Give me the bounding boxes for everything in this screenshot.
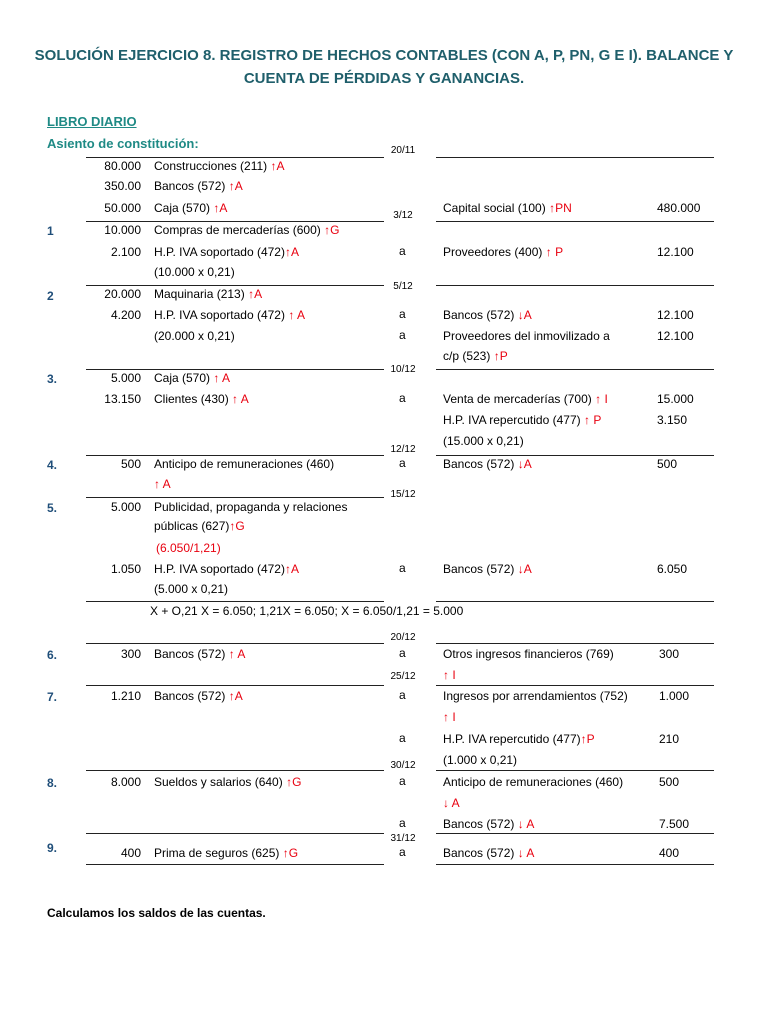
account-type: A (234, 179, 243, 193)
entry-number: 1 (47, 224, 54, 238)
date-label: 30/12 (390, 760, 416, 771)
page-title-line2: CUENTA DE PÉRDIDAS Y GANANCIAS. (243, 70, 525, 87)
arrow-up-icon: ↑ (213, 371, 220, 385)
account-type: A (276, 159, 285, 173)
entry-number: 8. (47, 776, 58, 790)
account-type: G (292, 775, 302, 789)
account-type: G (288, 846, 299, 860)
account-type: I (604, 392, 608, 406)
credit-amount: 12.100 (657, 308, 694, 322)
account-name: Maquinaria (213) (154, 287, 245, 301)
account-type: A (254, 287, 263, 301)
account-type: I (452, 668, 456, 682)
date-label: 20/11 (390, 145, 416, 156)
libro-diario-heading: LIBRO DIARIO (47, 114, 137, 129)
account-name: Anticipo de remuneraciones (460) (443, 775, 624, 789)
account-type: A (451, 796, 460, 810)
account-name: Bancos (572) (443, 308, 515, 322)
account-type: A (526, 846, 535, 860)
calculation-note: (20.000 x 0,21) (154, 329, 235, 343)
date-label: 20/12 (390, 632, 416, 643)
arrow-down-icon: ↓ (517, 562, 524, 576)
account-type: A (290, 245, 299, 259)
a-connector: a (399, 688, 406, 702)
account-name: Publicidad, propaganda y relaciones (154, 500, 348, 514)
account-type: P (499, 349, 508, 363)
credit-amount: 210 (659, 732, 680, 746)
account-name: Venta de mercaderías (700) (443, 392, 592, 406)
divider-left (86, 833, 384, 834)
account-name: Bancos (572) (154, 179, 226, 193)
divider-right (436, 157, 714, 158)
credit-amount: 1.000 (659, 689, 690, 703)
arrow-up-icon: ↑ (545, 245, 552, 259)
asiento-heading: Asiento de constitución: (47, 136, 199, 151)
credit-amount: 3.150 (657, 413, 688, 427)
account-name: Bancos (572) (443, 457, 515, 471)
account-type: G (235, 519, 245, 533)
formula-text: X + O,21 X = 6.050; 1,21X = 6.050; X = 6.050/1,21 = 5.000 (150, 604, 464, 618)
arrow-up-icon: ↑ (443, 710, 449, 724)
account-name: Ingresos por arrendamientos (752) (443, 689, 628, 703)
account-type: A (526, 817, 535, 831)
credit-amount: 400 (659, 846, 680, 860)
account-name: Clientes (430) (154, 392, 229, 406)
debit-amount: 10.000 (104, 223, 141, 237)
arrow-up-icon: ↑ (324, 223, 331, 237)
arrow-up-icon: ↑ (213, 201, 220, 215)
arrow-up-icon: ↑ (549, 201, 556, 215)
account-name: c/p (523) (443, 349, 491, 363)
account-type: I (452, 710, 456, 724)
calculation-note: (5.000 x 0,21) (154, 582, 229, 596)
date-label: 15/12 (390, 489, 416, 500)
credit-amount: 300 (659, 647, 680, 661)
account-type: A (290, 562, 299, 576)
calculation-note: (15.000 x 0,21) (443, 434, 524, 448)
account-name: Bancos (572) (443, 817, 515, 831)
debit-amount: 1.210 (110, 689, 141, 703)
arrow-up-icon: ↑ (228, 689, 235, 703)
debit-amount: 300 (120, 647, 141, 661)
footer-text: Calculamos los saldos de las cuentas. (47, 906, 266, 920)
debit-amount: 5.000 (110, 371, 141, 385)
divider-left (86, 643, 384, 644)
credit-amount: 15.000 (657, 392, 694, 406)
debit-amount: 2.100 (110, 245, 141, 259)
account-name: Proveedores del inmovilizado a (443, 329, 610, 343)
arrow-up-icon: ↑ (580, 732, 587, 746)
arrow-up-icon: ↑ (282, 846, 289, 860)
account-name: H.P. IVA soportado (472) (154, 245, 285, 259)
account-name: Proveedores (400) (443, 245, 543, 259)
account-type: A (523, 457, 532, 471)
arrow-up-icon: ↑ (232, 392, 239, 406)
a-connector: a (399, 816, 406, 830)
entry-number: 5. (47, 501, 58, 515)
a-connector: a (399, 391, 406, 405)
a-connector: a (399, 328, 406, 342)
arrow-down-icon: ↓ (517, 308, 524, 322)
divider-left (86, 770, 384, 771)
a-connector: a (399, 731, 406, 745)
account-name: H.P. IVA repercutido (477) (443, 732, 581, 746)
account-type: A (162, 477, 171, 491)
a-connector: a (399, 456, 406, 470)
divider-left (86, 497, 384, 498)
account-type: P (555, 245, 564, 259)
account-name: Caja (570) (154, 201, 211, 215)
credit-amount: 500 (659, 775, 680, 789)
account-type: A (219, 201, 228, 215)
date-label: 5/12 (393, 281, 413, 292)
arrow-up-icon: ↑ (228, 179, 235, 193)
entry-number: 4. (47, 458, 58, 472)
divider-right (436, 770, 714, 771)
divider-right (436, 369, 714, 370)
divider-right (436, 685, 714, 686)
date-label: 31/12 (390, 833, 416, 844)
date-label: 25/12 (390, 671, 416, 682)
date-label: 10/12 (390, 364, 416, 375)
account-type: P (586, 732, 595, 746)
arrow-up-icon: ↑ (229, 519, 236, 533)
debit-amount: 5.000 (110, 500, 141, 514)
arrow-up-icon: ↑ (286, 775, 293, 789)
account-type: P (593, 413, 602, 427)
a-connector: a (399, 845, 406, 859)
account-name: Caja (570) (154, 371, 211, 385)
account-type: A (234, 689, 243, 703)
arrow-up-icon: ↑ (443, 668, 449, 682)
account-name: H.P. IVA repercutido (477) (443, 413, 581, 427)
account-type: A (222, 371, 231, 385)
divider-right (436, 221, 714, 222)
account-name: Sueldos y salarios (640) (154, 775, 283, 789)
a-connector: a (399, 307, 406, 321)
account-name: públicas (627) (154, 519, 230, 533)
divider-right (436, 643, 714, 644)
debit-amount: 1.050 (110, 562, 141, 576)
calculation-note: (1.000 x 0,21) (443, 753, 518, 767)
credit-amount: 6.050 (657, 562, 688, 576)
credit-amount: 480.000 (657, 201, 701, 215)
account-name: Bancos (572) (154, 689, 226, 703)
debit-amount: 20.000 (104, 287, 141, 301)
debit-amount: 50.000 (104, 201, 141, 215)
entry-number: 7. (47, 690, 58, 704)
account-type: G (330, 223, 340, 237)
account-type: A (296, 308, 305, 322)
arrow-up-icon: ↑ (154, 477, 160, 491)
account-type: PN (555, 201, 572, 215)
arrow-up-icon: ↑ (583, 413, 590, 427)
account-type: A (240, 392, 249, 406)
credit-amount: 12.100 (657, 329, 694, 343)
account-name: Otros ingresos financieros (769) (443, 647, 614, 661)
account-name: H.P. IVA soportado (472) (154, 308, 285, 322)
divider-right (436, 601, 714, 602)
arrow-up-icon: ↑ (493, 349, 500, 363)
arrow-up-icon: ↑ (284, 245, 291, 259)
account-name: Construcciones (211) (154, 159, 268, 173)
date-label: 12/12 (390, 444, 416, 455)
divider-left (86, 685, 384, 686)
account-name: Compras de mercaderías (600) (154, 223, 321, 237)
calculation-note: (6.050/1,21) (156, 541, 221, 555)
entry-number: 6. (47, 648, 58, 662)
date-label: 3/12 (393, 210, 413, 221)
debit-amount: 13.150 (104, 392, 141, 406)
arrow-up-icon: ↑ (248, 287, 255, 301)
a-connector: a (399, 561, 406, 575)
account-type: A (237, 647, 246, 661)
account-name: H.P. IVA soportado (472) (154, 562, 285, 576)
calculation-note: (10.000 x 0,21) (154, 265, 235, 279)
account-type: A (523, 562, 532, 576)
arrow-down-icon: ↓ (517, 846, 524, 860)
debit-amount: 350.00 (104, 179, 141, 193)
arrow-up-icon: ↑ (284, 562, 291, 576)
account-name: Capital social (100) (443, 201, 546, 215)
divider-left (86, 864, 384, 865)
arrow-up-icon: ↑ (595, 392, 602, 406)
arrow-down-icon: ↓ (517, 817, 524, 831)
account-name: Prima de seguros (625) (154, 846, 280, 860)
debit-amount: 400 (120, 846, 141, 860)
debit-amount: 8.000 (110, 775, 141, 789)
arrow-up-icon: ↑ (270, 159, 277, 173)
credit-amount: 7.500 (659, 817, 690, 831)
arrow-up-icon: ↑ (228, 647, 235, 661)
account-name: Bancos (572) (443, 562, 515, 576)
divider-right (436, 285, 714, 286)
page-title-line1: SOLUCIÓN EJERCICIO 8. REGISTRO DE HECHOS CONTABLES (CON A, P, PN, G E I). BALANCE Y (34, 47, 734, 64)
a-connector: a (399, 774, 406, 788)
account-name: Bancos (572) (154, 647, 226, 661)
arrow-down-icon: ↓ (443, 796, 449, 810)
divider-right (436, 864, 714, 865)
divider-left (86, 601, 384, 602)
debit-amount: 500 (120, 457, 141, 471)
entry-number: 2 (47, 289, 54, 303)
account-name: Bancos (572) (443, 846, 515, 860)
divider-right (436, 833, 714, 834)
debit-amount: 4.200 (110, 308, 141, 322)
credit-amount: 500 (657, 457, 678, 471)
account-type: A (523, 308, 532, 322)
arrow-up-icon: ↑ (288, 308, 295, 322)
arrow-down-icon: ↓ (517, 457, 524, 471)
entry-number: 9. (47, 841, 58, 855)
a-connector: a (399, 646, 406, 660)
entry-number: 3. (47, 372, 58, 386)
credit-amount: 12.100 (657, 245, 694, 259)
account-name: Anticipo de remuneraciones (460) (154, 457, 335, 471)
debit-amount: 80.000 (104, 159, 141, 173)
a-connector: a (399, 244, 406, 258)
